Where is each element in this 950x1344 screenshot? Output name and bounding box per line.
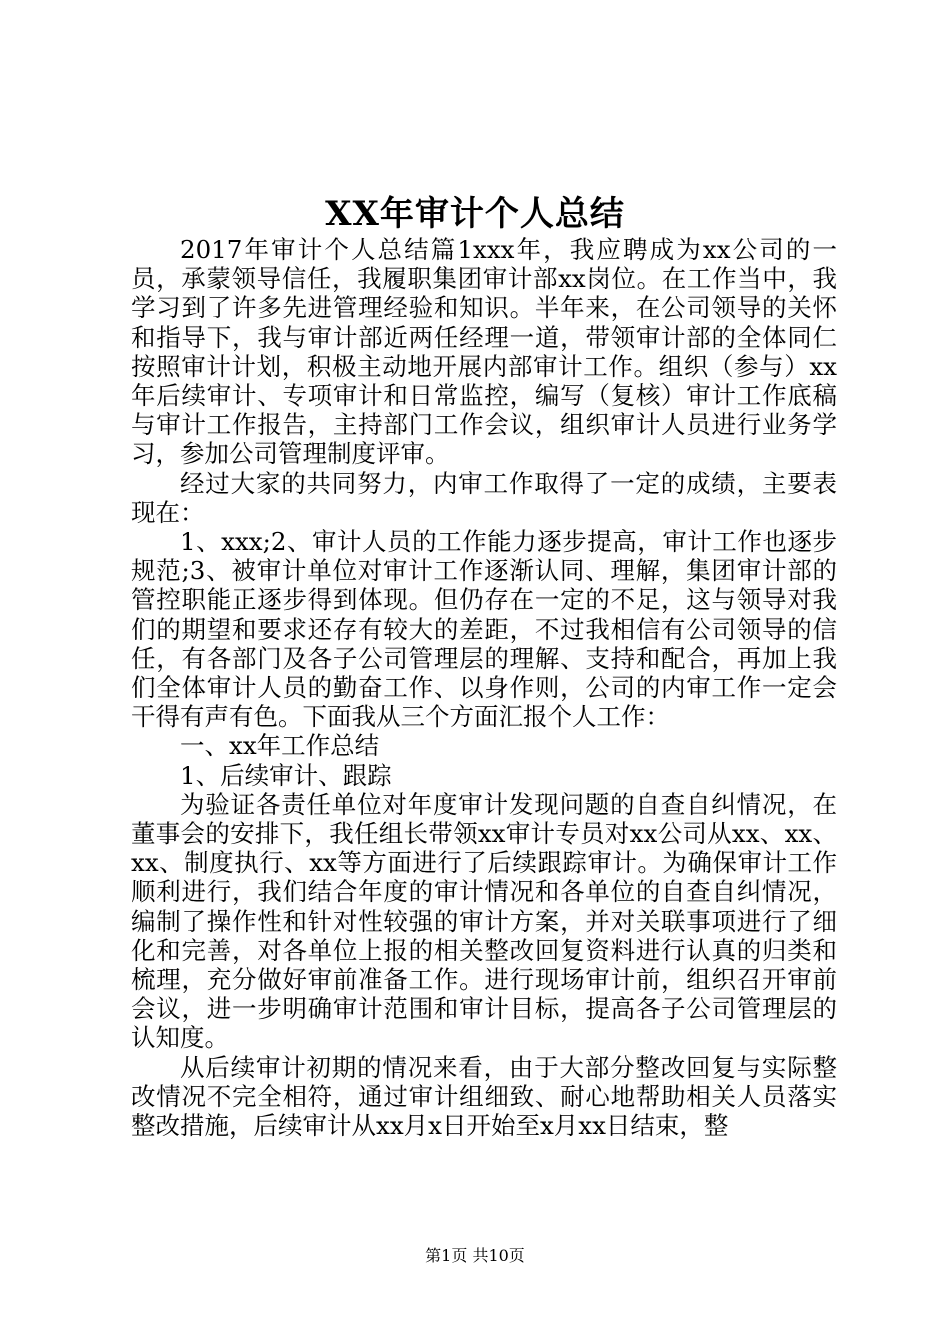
paragraph-achievement-list: 1、xxx;2、审计人员的工作能力逐步提高，审计工作也逐步规范;3、被审计单位对审计工作逐渐认同、理解，集团审计部的管控职能正逐步得到体现。但仍存在一定的不足，这与领导对我们的期望和要求还存有较大的差距，不过我相信有公司领导的信任，有各部门及各子公司管理层的理解、支持和配合，再加上我们全体审计人员的勤奋工作、以身作则，公司的内审工作一定会干得有声有色。下面我从三个方面汇报个人工作： bbox=[131, 527, 837, 732]
document-body bbox=[131, 235, 837, 1140]
paragraph-achievements: 经过大家的共同努力，内审工作取得了一定的成绩，主要表现在： bbox=[131, 468, 837, 527]
paragraph-intro: 2017年审计个人总结篇1xxx年，我应聘成为xx公司的一员，承蒙领导信任，我履职集团审计部xx岗位。在工作当中，我学习到了许多先进管理经验和知识。半年来，在公司领导的关怀和指导下，我与审计部近两任经理一道，带领审计部的全体同仁按照审计计划，积极主动地开展内部审计工作。组织（参与）xx年后续审计、专项审计和日常监控，编写（复核）审计工作底稿与审计工作报告，主持部门工作会议，组织审计人员进行业务学习，参加公司管理制度评审。 bbox=[131, 235, 837, 469]
document-title: XX年审计个人总结 bbox=[325, 194, 625, 234]
paragraph-follow-up-audit: 为验证各责任单位对年度审计发现问题的自查自纠情况，在董事会的安排下，我任组长带领xx审计专员对xx公司从xx、xx、xx、制度执行、xx等方面进行了后续跟踪审计。为确保审计工作顺利进行，我们结合年度的审计情况和各单位的自查自纠情况，编制了操作性和针对性较强的审计方案，并对关联事项进行了细化和完善，对各单位上报的相关整改回复资料进行认真的归类和梳理，充分做好审前准备工作。进行现场审计前，组织召开审前会议，进一步明确审计范围和审计目标，提高各子公司管理层的认知度。 bbox=[131, 789, 837, 1053]
paragraph-follow-up-result: 从后续审计初期的情况来看，由于大部分整改回复与实际整改情况不完全相符，通过审计组细致、耐心地帮助相关人员落实整改措施，后续审计从xx月x日开始至x月xx日结束，整 bbox=[131, 1052, 837, 1141]
section-heading: 一、xx年工作总结 bbox=[180, 731, 380, 761]
page-footer: 第1页 共10页 bbox=[425, 1246, 525, 1265]
subsection-heading: 1、后续审计、跟踪 bbox=[180, 760, 392, 790]
